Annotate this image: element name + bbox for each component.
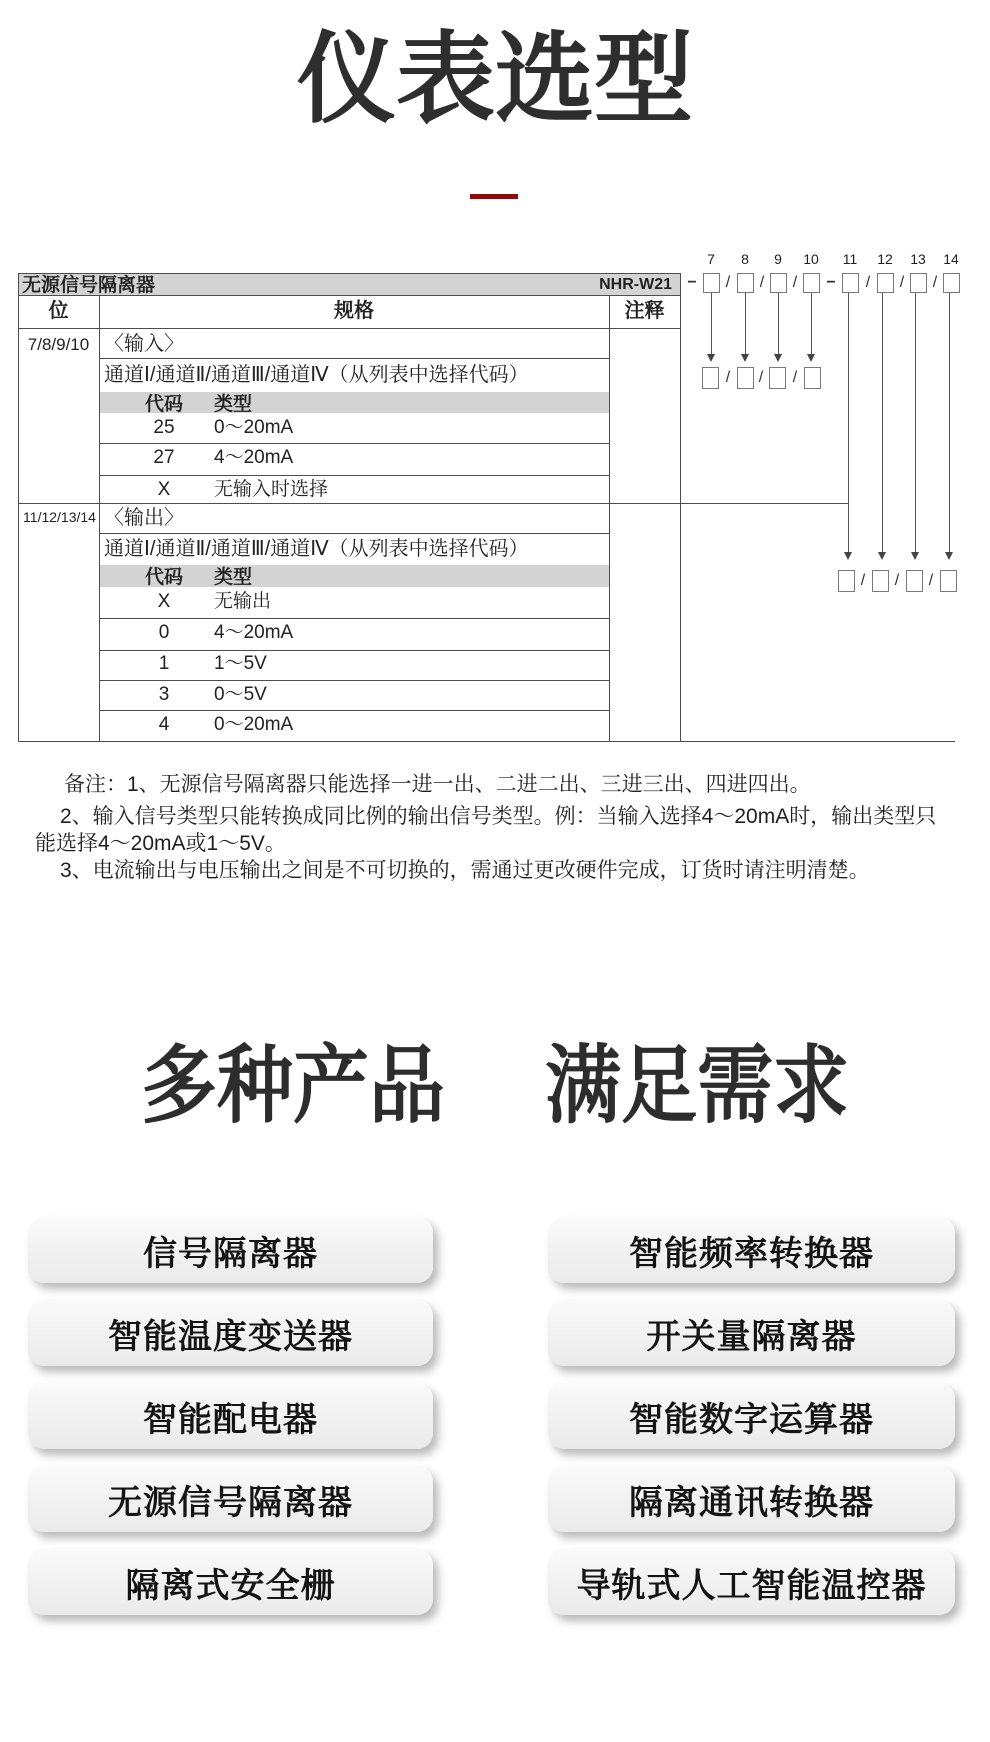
product-button-smart-distributor[interactable]: 智能配电器	[28, 1383, 433, 1449]
code-box	[838, 570, 855, 592]
input-row-type: 0～20mA	[214, 417, 294, 438]
slash-separator: /	[792, 274, 798, 291]
section-title-right: 满足需求	[545, 1038, 849, 1135]
table-model-code: NHR-W21	[599, 276, 672, 293]
grid-line	[99, 680, 609, 681]
note-line-2-continued: 能选择4～20mA或1～5V。	[35, 832, 286, 855]
input-channel-line: 通道Ⅰ/通道Ⅱ/通道Ⅲ/通道Ⅳ（从列表中选择代码）	[104, 364, 529, 386]
input-row-code: 25	[153, 417, 175, 438]
product-button-rail-mounted-ai-temperature-controller[interactable]: 导轨式人工智能温控器	[548, 1549, 955, 1615]
input-code-header: 代码	[144, 394, 183, 415]
product-button-isolated-communication-converter[interactable]: 隔离通讯转换器	[548, 1466, 955, 1532]
grid-line	[99, 295, 100, 741]
product-button-isolated-safety-barrier[interactable]: 隔离式安全栅	[28, 1549, 433, 1615]
slash-separator: /	[865, 274, 871, 291]
code-box	[943, 273, 960, 293]
arrow-line	[745, 293, 746, 354]
arrow-head	[911, 552, 919, 560]
grid-line	[99, 533, 609, 534]
arrow-head	[878, 552, 886, 560]
section-title	[0, 1040, 990, 1134]
output-positions: 11/12/13/14	[23, 509, 96, 525]
title-accent-dash	[470, 194, 518, 199]
grid-line	[99, 358, 609, 359]
input-label: 〈输入〉	[104, 333, 184, 355]
dash-separator: −	[687, 274, 697, 291]
product-button-switch-quantity-isolator[interactable]: 开关量隔离器	[548, 1300, 955, 1366]
output-row-type: 1～5V	[214, 653, 267, 674]
grid-line	[609, 295, 610, 741]
digit-label-9: 9	[774, 251, 782, 267]
arrow-head	[807, 354, 815, 362]
arrow-head	[741, 354, 749, 362]
digit-label-7: 7	[707, 251, 715, 267]
arrow-line	[848, 293, 849, 552]
code-box	[702, 367, 719, 389]
output-row-code: 4	[158, 714, 170, 735]
page-title: 仪表选型	[297, 23, 693, 134]
grid-line	[99, 710, 609, 711]
input-row-type: 4～20mA	[214, 447, 294, 468]
arrow-head	[945, 552, 953, 560]
code-box	[872, 570, 889, 592]
output-row-code: X	[157, 591, 171, 612]
digit-label-12: 12	[877, 251, 893, 267]
input-row-code: 27	[153, 447, 175, 468]
table-bottom-line	[18, 741, 955, 742]
input-row-code: X	[157, 479, 171, 500]
arrow-line	[778, 293, 779, 354]
grid-line	[99, 475, 609, 476]
note-line-1: 备注：1、无源信号隔离器只能选择一进一出、二进二出、三进三出、四进四出。	[64, 773, 811, 796]
code-box	[769, 367, 786, 389]
grid-line	[99, 618, 609, 619]
grid-line	[680, 273, 681, 741]
section-title-left: 多种产品	[141, 1038, 445, 1135]
product-button-signal-isolator[interactable]: 信号隔离器	[28, 1217, 433, 1283]
code-box	[906, 570, 923, 592]
output-type-header: 类型	[214, 567, 253, 588]
product-button-passive-signal-isolator[interactable]: 无源信号隔离器	[28, 1466, 433, 1532]
output-channel-line: 通道Ⅰ/通道Ⅱ/通道Ⅲ/通道Ⅳ（从列表中选择代码）	[104, 538, 529, 560]
output-row-code: 0	[158, 622, 170, 643]
grid-line	[18, 328, 680, 329]
input-type-header: 类型	[214, 394, 253, 415]
model-selection-table	[18, 250, 962, 742]
arrow-line	[949, 293, 950, 552]
digit-label-14: 14	[943, 251, 959, 267]
slash-separator: /	[928, 572, 934, 589]
arrow-head	[774, 354, 782, 362]
grid-line	[99, 650, 609, 651]
digit-label-8: 8	[741, 251, 749, 267]
arrow-line	[711, 293, 712, 354]
product-button-smart-temperature-transmitter[interactable]: 智能温度变送器	[28, 1300, 433, 1366]
code-box	[703, 273, 720, 293]
code-box	[910, 273, 927, 293]
code-box	[803, 273, 820, 293]
input-positions: 7/8/9/10	[27, 335, 90, 354]
column-header-spec: 规格	[334, 300, 374, 322]
note-line-3: 3、电流输出与电压输出之间是不可切换的，需通过更改硬件完成，订货时请注明清楚。	[60, 859, 870, 882]
arrow-line	[882, 293, 883, 552]
code-box	[842, 273, 859, 293]
slash-separator: /	[725, 369, 731, 386]
slash-separator: /	[894, 572, 900, 589]
output-row-type: 4～20mA	[214, 622, 294, 643]
product-button-grid	[28, 1217, 955, 1615]
product-button-smart-frequency-converter[interactable]: 智能频率转换器	[548, 1217, 955, 1283]
grid-line	[99, 443, 609, 444]
slash-separator: /	[899, 274, 905, 291]
output-row-type: 0～20mA	[214, 714, 294, 735]
output-row-code: 3	[158, 684, 170, 705]
input-row-type: 无输入时选择	[214, 479, 329, 500]
digit-label-11: 11	[842, 251, 858, 267]
output-row-type: 无输出	[214, 591, 272, 612]
dash-separator: −	[826, 274, 836, 291]
section-divider-line	[18, 503, 848, 504]
arrow-line	[915, 293, 916, 552]
slash-separator: /	[759, 274, 765, 291]
arrow-line	[811, 293, 812, 354]
output-label: 〈输出〉	[104, 507, 184, 529]
slash-separator: /	[860, 572, 866, 589]
slash-separator: /	[932, 274, 938, 291]
code-box	[770, 273, 787, 293]
code-box	[804, 367, 821, 389]
product-button-smart-digital-calculator[interactable]: 智能数字运算器	[548, 1383, 955, 1449]
code-box	[877, 273, 894, 293]
digit-label-13: 13	[910, 251, 926, 267]
note-line-2: 2、输入信号类型只能转换成同比例的输出信号类型。例：当输入选择4～20mA时，输出类型只	[60, 805, 937, 828]
code-box	[940, 570, 957, 592]
column-header-position: 位	[48, 300, 69, 322]
arrow-head	[707, 354, 715, 362]
code-box	[737, 367, 754, 389]
table-product-name: 无源信号隔离器	[22, 275, 156, 296]
output-code-header: 代码	[144, 567, 183, 588]
code-box	[737, 273, 754, 293]
slash-separator: /	[758, 369, 764, 386]
output-row-type: 0～5V	[214, 684, 267, 705]
slash-separator: /	[792, 369, 798, 386]
arrow-head	[844, 552, 852, 560]
output-row-code: 1	[158, 653, 170, 674]
digit-label-10: 10	[803, 251, 819, 267]
column-header-note: 注释	[624, 300, 665, 322]
slash-separator: /	[725, 274, 731, 291]
